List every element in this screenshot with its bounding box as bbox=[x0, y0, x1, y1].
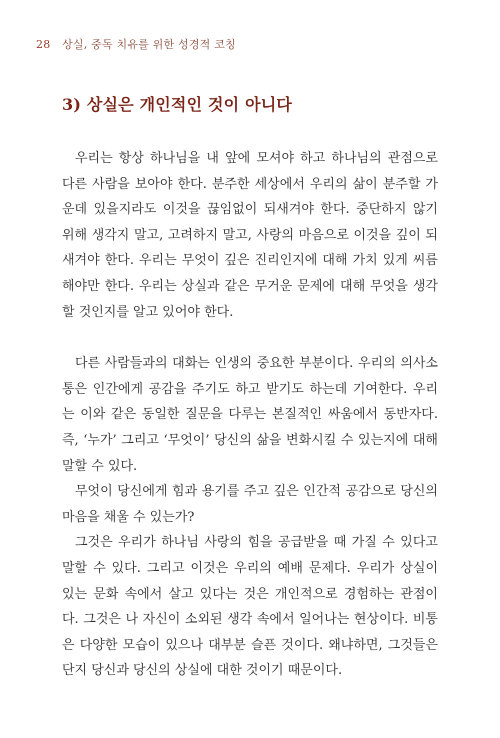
paragraph-1: 우리는 항상 하나님을 내 앞에 모셔야 하고 하나님의 관점으로 다른 사람을 보아야 한다. 분주한 세상에서 우리의 삶이 분주할 가운데 있을지라도 이것을 끊임없이 되새겨야 한다. 중단하지 않기 위해 생각지 말고, 고려하지 말고, 사랑의 마음으로 이것을 깊이 되새겨야 한다. 우리는 무엇이 깊은 진리인지에 대해 가치 있게 씨름해야만 한다. 우리는 상실과 같은 무거운 문제에 대해 무엇을 생각할 것인지를 알고 있어야 한다. bbox=[62, 151, 438, 320]
paragraph-2: 다른 사람들과의 대화는 인생의 중요한 부분이다. 우리의 의사소통은 인간에게 공감을 주기도 하고 받기도 하는데 기여한다. 우리는 이와 같은 동일한 질문을 다루는 본질적인 싸움에서 동반자다. 즉, ‘누가’ 그리고 ‘무엇이’ 당신의 삶을 변화시킬 수 있는지에 대해 말할 수 있다. bbox=[62, 356, 438, 474]
body-text bbox=[62, 146, 438, 684]
section-heading: 3) 상실은 개인적인 것이 아니다 bbox=[62, 95, 293, 114]
paragraph-3: 무엇이 당신에게 힘과 용기를 주고 깊은 인간적 공감으로 당신의 마음을 채울 수 있는가? bbox=[62, 484, 438, 525]
page-number: 28 bbox=[36, 38, 51, 51]
book-title: 상실, 중독 치유를 위한 성경적 코칭 bbox=[62, 38, 236, 51]
paragraph-4: 그것은 우리가 하나님 사랑의 힘을 공급받을 때 가질 수 있다고 말할 수 있다. 그리고 이것은 우리의 예배 문제다. 우리가 상실이 있는 문화 속에서 살고 있다는 것은 개인적으로 경험하는 관점이다. 그것은 나 자신이 소외된 생각 속에서 일어나는 현상이다. 비통은 다양한 모습이 있으나 대부분 슬픈 것이다. 왜냐하면, 그것들은 단지 당신과 당신의 상실에 대한 것이기 때문이다. bbox=[62, 535, 438, 679]
running-header bbox=[36, 36, 236, 52]
